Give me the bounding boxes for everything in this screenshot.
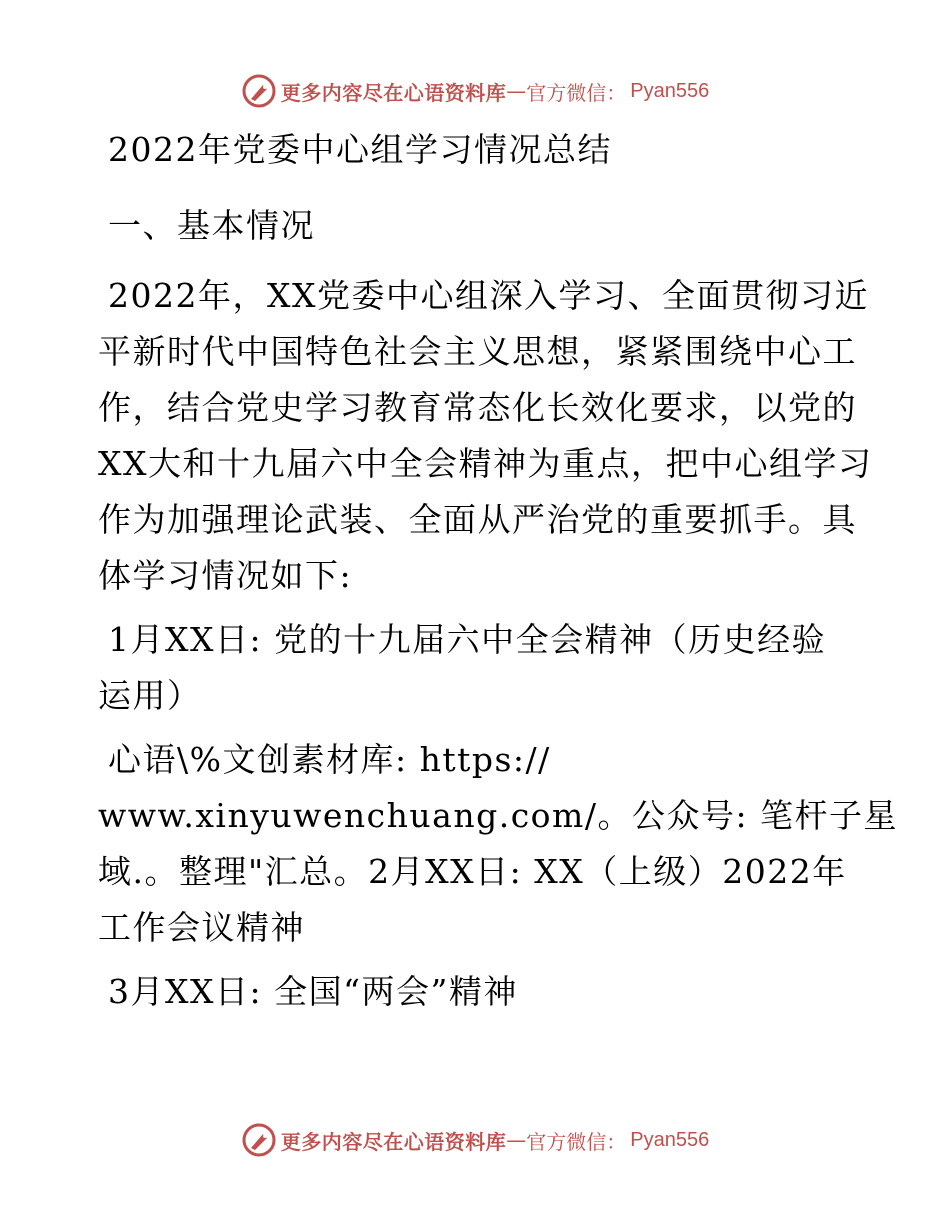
paragraph-line: 作，结合党史学习教育常态化长效化要求，以党的 (98, 388, 857, 427)
paragraph-line: 域.。整理"汇总。2月XX日: XX（上级）2022年 (98, 852, 847, 891)
banner-official-label: 官方微信： (526, 80, 627, 105)
banner-wechat-id: Pyan556 (630, 79, 710, 102)
paragraph-line: 3月XX日: 全国“两会”精神 (108, 972, 518, 1011)
pen-nib-logo-icon (241, 1122, 277, 1158)
paragraph-line: XX大和十九届六中全会精神为重点，把中心组学习 (98, 444, 873, 483)
paragraph-line: 工作会议精神 (98, 908, 305, 947)
section-heading: 一、基本情况 (108, 206, 315, 245)
paragraph-line: 体学习情况如下: (98, 556, 353, 595)
paragraph-line: 2022年，XX党委中心组深入学习、全面贯彻习近 (108, 276, 869, 315)
paragraph-line: 平新时代中国特色社会主义思想，紧紧围绕中心工 (98, 332, 857, 371)
banner-dash: — (506, 1128, 527, 1152)
banner-text: 更多内容尽在心语资料库 (280, 80, 507, 105)
paragraph-line: 运用） (98, 676, 202, 715)
pen-nib-logo-icon (241, 73, 277, 109)
paragraph-line: 1月XX日: 党的十九届六中全会精神（历史经验 (108, 620, 827, 659)
paragraph-line: 作为加强理论武装、全面从严治党的重要抓手。具 (98, 500, 857, 539)
banner-wechat-id: Pyan556 (630, 1128, 710, 1151)
paragraph-intro (98, 268, 873, 604)
banner-dash: — (506, 79, 527, 103)
document-title: 2022年党委中心组学习情况总结 (108, 130, 612, 169)
list-item-january (98, 612, 858, 724)
paragraph-line: www.xinyuwenchuang.com/。公众号: 笔杆子星 (98, 796, 899, 835)
banner-official-label: 官方微信： (526, 1129, 627, 1154)
banner-text: 更多内容尽在心语资料库 (280, 1129, 507, 1154)
header-watermark-banner (0, 71, 950, 111)
list-item-march (98, 964, 858, 1020)
paragraph-source-note (98, 732, 899, 956)
footer-watermark-banner (0, 1120, 950, 1160)
paragraph-line: 心语\%文创素材库: https:// (108, 740, 551, 779)
document-body (98, 122, 899, 1028)
